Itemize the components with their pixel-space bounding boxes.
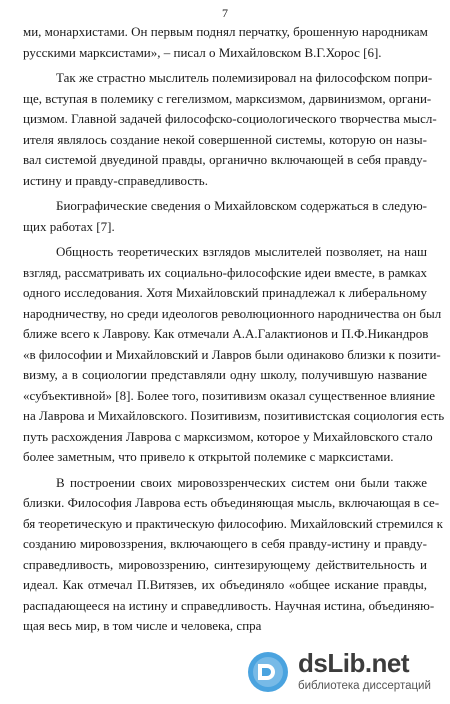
text-line: путь расхождения Лаврова с марксизмом, которое у Михайловского стало — [23, 428, 433, 444]
text-line: Так же страстно мыслитель полемизировал на философском попри- — [56, 70, 433, 85]
text-line: вал системой двуединой правды, органично включающей в себя правду- — [23, 152, 427, 167]
text-line: более заметным, что привело к открытой полемике с марксистами. — [23, 449, 394, 464]
text-line: визму, а в социологии представляли одну школу, получившую название — [23, 367, 427, 382]
text-line: близки. Философия Лаврова есть объединяющая мысль, включающая в се- — [23, 495, 440, 510]
text-line: щих работах [7]. — [23, 218, 115, 234]
text-line: истину и правду-справедливость. — [23, 172, 208, 188]
text-line: щая весь мир, в том числе и человека, спра — [23, 618, 262, 633]
text-line: на Лаврова и Михайловского. Позитивизм, позитивистская социология есть — [23, 408, 445, 423]
text-line: В построении своих мировоззренческих систем они были также — [56, 474, 427, 490]
text-line: ближе всего к Лаврову. Как отмечали А.А.Галактионов и П.Ф.Никандров — [23, 326, 429, 341]
text-line: «субъективной» [8]. Более того, позитивизм оказал существенное влияние — [23, 387, 436, 403]
text-line: одного исследования. Хотя Михайловский принадлежал к либеральному — [23, 285, 427, 300]
dslib-logo-icon — [246, 650, 290, 694]
text-line: ителя являлось создание некой совершенной системы, которую он назы- — [23, 131, 427, 147]
text-line: «в философии и Михайловский и Лавров были одинаково близки к позити- — [23, 346, 441, 362]
text-line: справедливость, мировоззрению, синтезирующему действительность и — [23, 556, 427, 572]
watermark-title: dsLib.net — [298, 648, 410, 678]
text-line: взгляд, рассматривать их социально-философские идеи вместе, в рамках — [23, 264, 427, 280]
text-line: народничеству, но среди идеологов революционного народничества он был — [23, 305, 442, 321]
text-line: Общность теоретических взглядов мыслителей позволяет, на наш — [56, 244, 427, 259]
text-line: бя теоретическую и практическую философию. Михайловский стремился к — [23, 515, 443, 531]
text-line: созданию мировоззрения, включающего в себя правду-истину и правду- — [23, 536, 427, 551]
dslib-watermark — [246, 650, 442, 696]
text-line: русскими марксистами», – писал о Михайловском В.Г.Хорос [6]. — [23, 44, 382, 60]
text-line: Биографические сведения о Михайловском содержаться в следую- — [56, 198, 427, 213]
text-line: идеал. Как отмечал П.Витязев, их объединяло «общее искание правды, — [23, 577, 427, 592]
text-line: ще, вступая в полемику с гегелизмом, марксизмом, дарвинизмом, органи- — [23, 90, 432, 106]
watermark-subtitle: библиотека диссертаций — [298, 680, 431, 692]
text-line: цизмом. Главной задачей философско-социологического творчества мысл- — [23, 111, 437, 126]
body-text — [23, 22, 445, 637]
page-number: 7 — [222, 6, 228, 20]
text-line: ми, монархистами. Он первым поднял перчатку, брошенную народникам — [23, 24, 428, 39]
text-line: распадающееся на истину и справедливость. Научная истина, объединяю- — [23, 597, 435, 613]
